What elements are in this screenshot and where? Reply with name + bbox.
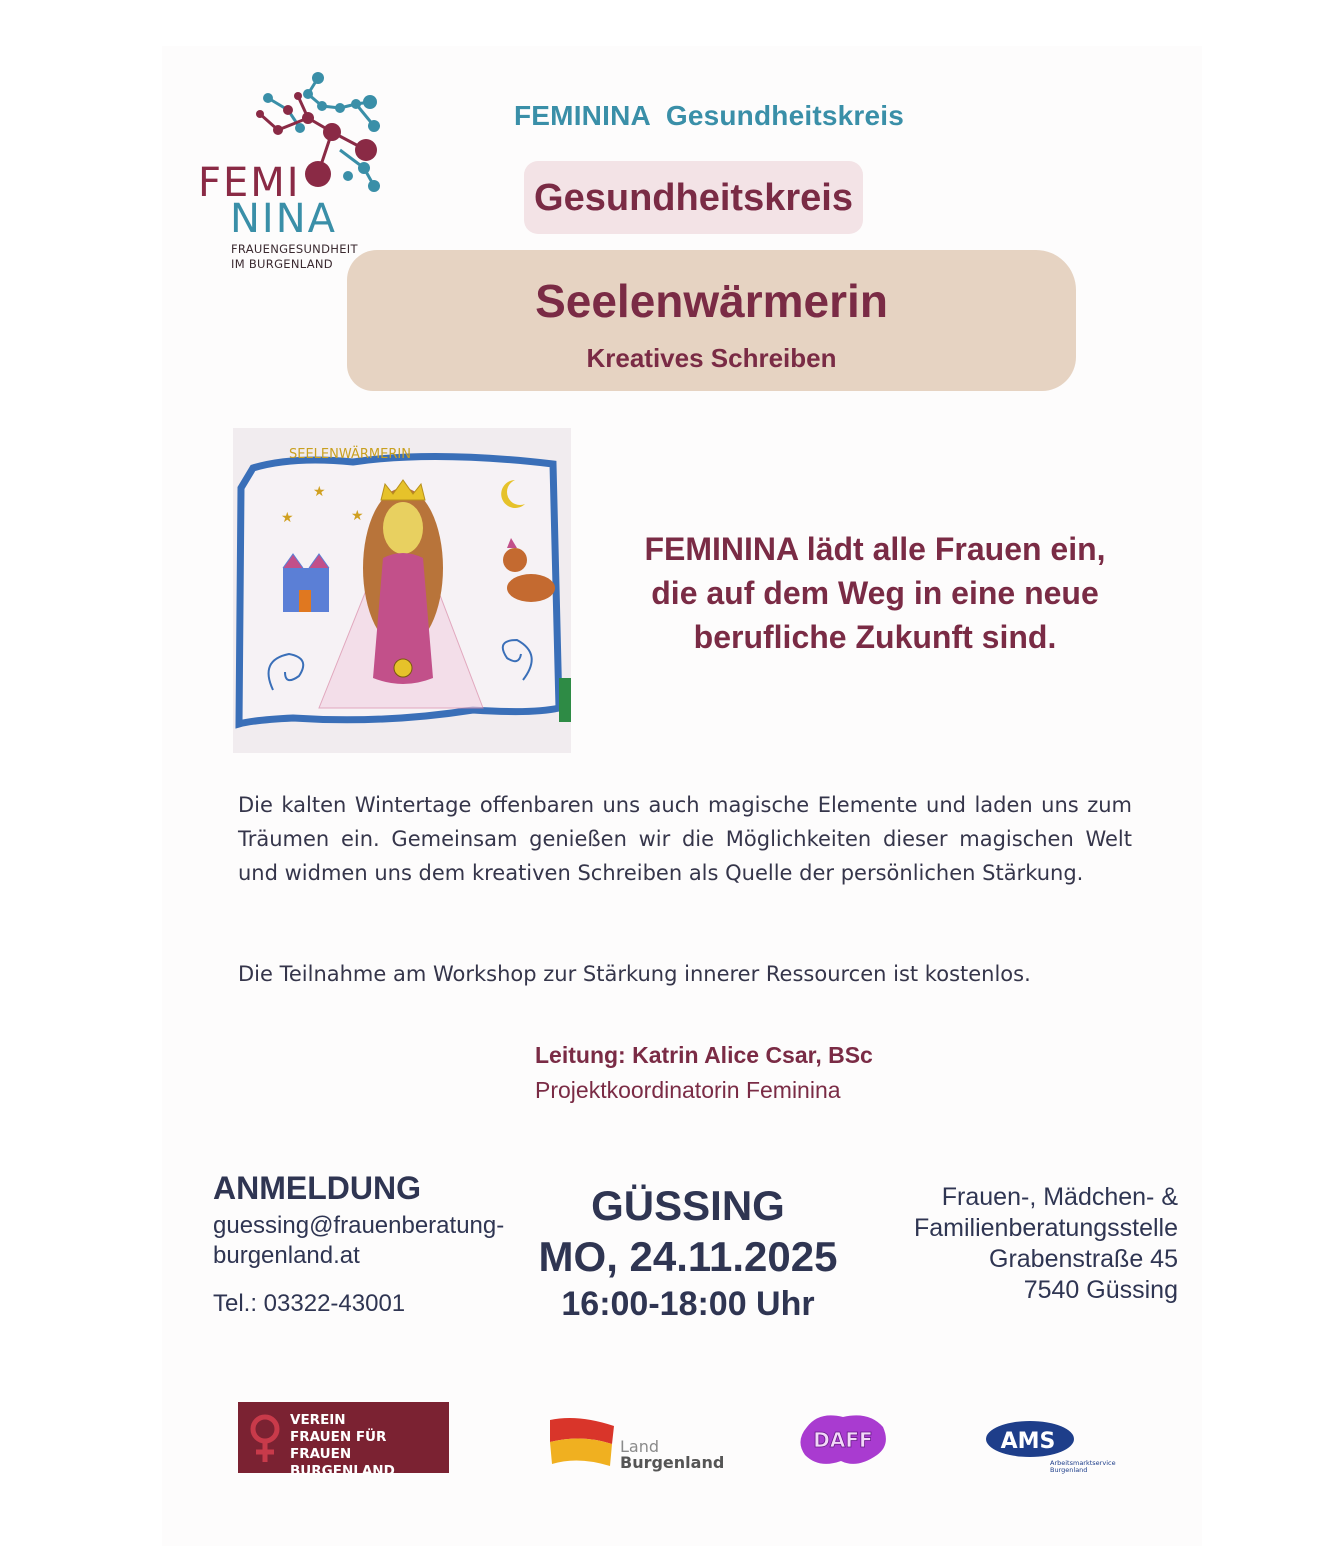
logo-subtitle-line2: IM BURGENLAND — [231, 257, 333, 271]
venus-symbol-icon — [248, 1412, 282, 1464]
svg-text:★: ★ — [351, 507, 364, 523]
burgenland-flag-icon — [548, 1416, 618, 1470]
registration-phone[interactable]: Tel.: 03322-43001 — [213, 1290, 406, 1317]
daff-logo-icon — [797, 1411, 889, 1469]
verein-line1: VEREIN — [290, 1412, 346, 1428]
invitation-text — [610, 527, 1140, 659]
event-city: GÜSSING — [591, 1182, 785, 1229]
address-line1: Frauen-, Mädchen- & — [941, 1183, 1178, 1211]
verein-line2: FRAUEN FÜR FRAUEN — [290, 1429, 387, 1462]
invitation-line2: die auf dem Weg in eine neue — [651, 575, 1099, 611]
svg-text:★: ★ — [281, 509, 294, 525]
event-date: MO, 24.11.2025 — [538, 1233, 838, 1280]
program-title: FEMININA Gesundheitskreis — [514, 100, 905, 131]
description-paragraph-2: Die Teilnahme am Workshop zur Stärkung innerer Ressourcen ist kostenlos. — [238, 962, 1031, 986]
registration-email-link[interactable] — [213, 1211, 513, 1271]
ams-subtitle — [1050, 1460, 1116, 1474]
address-line3: Grabenstraße 45 — [989, 1245, 1178, 1273]
category-pill-label: Gesundheitskreis — [534, 177, 853, 219]
logo-subtitle-line1: FRAUENGESUNDHEIT — [231, 242, 358, 256]
ams-logo-icon — [984, 1418, 1076, 1460]
land-burgenland-line2: Burgenland — [620, 1453, 725, 1472]
land-burgenland-line1: Land — [620, 1437, 660, 1456]
event-time: 16:00-18:00 Uhr — [561, 1285, 815, 1323]
event-subtitle: Kreatives Schreiben — [586, 343, 837, 373]
registration-email-line2: burgenland.at — [213, 1242, 360, 1269]
artwork-image — [233, 428, 571, 753]
venue-address — [914, 1182, 1178, 1306]
event-title-banner — [347, 250, 1076, 391]
leader-name: Leitung: Katrin Alice Csar, BSc — [535, 1042, 873, 1068]
invitation-line3: berufliche Zukunft sind. — [693, 619, 1057, 655]
registration-title: ANMELDUNG — [213, 1170, 421, 1206]
logo-subtitle — [231, 242, 358, 272]
verein-logo-text — [290, 1412, 449, 1480]
logo-nina-text: NINA — [230, 196, 338, 242]
verein-frauen-logo — [238, 1402, 449, 1479]
description-paragraph-1: Die kalten Wintertage offenbaren uns auch magische Elemente und laden uns zum Träumen ein. Gemeinsam genießen wir die Möglichkeiten dieser magischen Welt und widmen uns dem kreativen Schreiben als Quelle der persönlichen Stärkung. — [238, 793, 1132, 885]
svg-text:★: ★ — [313, 483, 326, 499]
ams-sub-line1: Arbeitsmarktservice — [1050, 1459, 1116, 1467]
invitation-line1: FEMININA lädt alle Frauen ein, — [644, 531, 1106, 567]
event-title: Seelenwärmerin — [535, 275, 888, 327]
address-line2: Familienberatungsstelle — [913, 1214, 1178, 1242]
address-line4: 7540 Güssing — [1023, 1276, 1178, 1304]
ams-logo-text: AMS — [1000, 1429, 1056, 1454]
category-pill — [524, 161, 863, 234]
registration-email-line1: guessing@frauenberatung- — [213, 1212, 505, 1239]
event-details — [528, 1180, 848, 1326]
verein-line3: BURGENLAND — [290, 1463, 395, 1479]
artwork-caption: SEELENWÄRMERIN — [289, 447, 411, 462]
daff-logo-text: DAFF — [813, 1428, 873, 1452]
logo-femi-text: FEMI — [198, 160, 301, 206]
leader-role: Projektkoordinatorin Feminina — [535, 1077, 841, 1103]
ams-sub-line2: Burgenland — [1050, 1466, 1088, 1474]
